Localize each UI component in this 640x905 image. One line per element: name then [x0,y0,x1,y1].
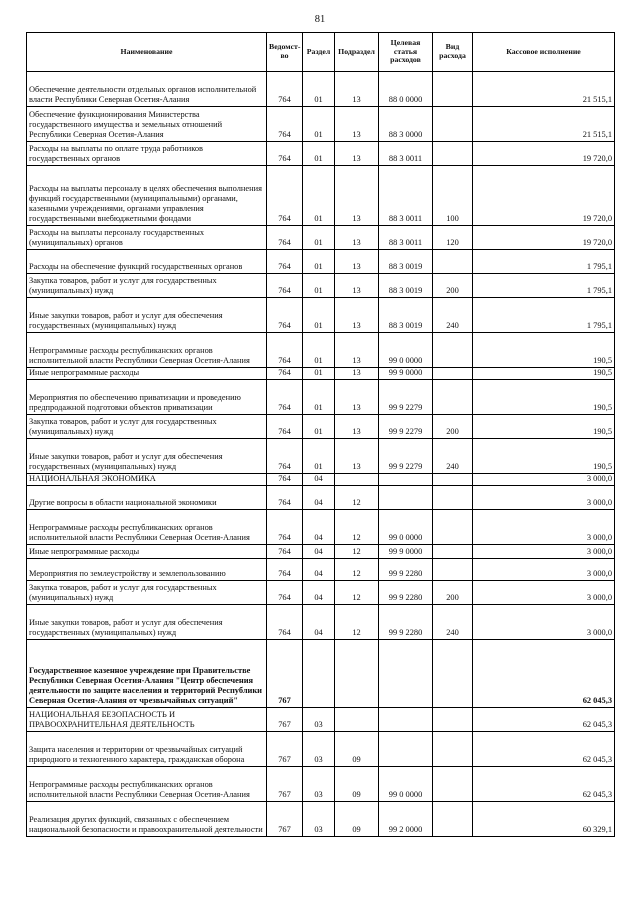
cell-dept: 764 [267,474,303,486]
cell-section: 01 [303,250,335,274]
cell-expense-type [433,732,473,767]
budget-table [26,32,615,837]
cell-expense-type: 240 [433,298,473,333]
cell-dept: 764 [267,226,303,250]
cell-target: 99 9 2279 [379,415,433,439]
cell-section: 03 [303,708,335,732]
cell-expense-type: 200 [433,415,473,439]
cell-subsection: 09 [335,732,379,767]
cell-name: Закупка товаров, работ и услуг для государственных (муниципальных) нужд [27,415,267,439]
cell-dept: 767 [267,802,303,837]
cell-section: 04 [303,559,335,581]
cell-name: Иные непрограммные расходы [27,368,267,380]
cell-name: Защита населения и территории от чрезвычайных ситуаций природного и техногенного характера, гражданская оборона [27,732,267,767]
table-row [27,107,615,142]
cell-section: 01 [303,333,335,368]
cell-subsection [335,708,379,732]
cell-subsection: 13 [335,142,379,166]
cell-amount: 62 045,3 [473,767,615,802]
table-row [27,474,615,486]
cell-dept: 764 [267,72,303,107]
table-row [27,380,615,415]
cell-expense-type [433,368,473,380]
header-subsection: Подраздел [335,33,379,72]
table-row [27,708,615,732]
cell-subsection: 12 [335,559,379,581]
cell-amount: 3 000,0 [473,581,615,605]
cell-section: 03 [303,802,335,837]
cell-amount: 3 000,0 [473,510,615,545]
cell-amount: 1 795,1 [473,298,615,333]
cell-name: Закупка товаров, работ и услуг для государственных (муниципальных) нужд [27,581,267,605]
cell-target: 99 2 0000 [379,802,433,837]
cell-section: 01 [303,226,335,250]
table-row [27,559,615,581]
cell-name: Мероприятия по обеспечению приватизации и проведению предпродажной подготовки объектов приватизации [27,380,267,415]
cell-amount: 19 720,0 [473,226,615,250]
cell-subsection: 13 [335,250,379,274]
cell-name: Другие вопросы в области национальной экономики [27,486,267,510]
cell-dept: 764 [267,439,303,474]
cell-amount: 1 795,1 [473,274,615,298]
cell-target: 88 3 0019 [379,298,433,333]
cell-subsection: 12 [335,510,379,545]
cell-target: 88 3 0011 [379,166,433,226]
cell-expense-type: 200 [433,274,473,298]
table-row [27,368,615,380]
cell-target: 88 3 0011 [379,226,433,250]
cell-dept: 767 [267,767,303,802]
cell-target: 99 9 0000 [379,545,433,559]
cell-name: Обеспечение функционирования Министерства государственного имущества и земельных отношений Республики Северная Осетия-Алания [27,107,267,142]
cell-name: Непрограммные расходы республиканских органов исполнительной власти Республики Северная Осетия-Алания [27,767,267,802]
cell-target [379,708,433,732]
cell-dept: 764 [267,559,303,581]
cell-section: 01 [303,274,335,298]
cell-amount: 190,5 [473,415,615,439]
cell-subsection: 13 [335,107,379,142]
header-dept: Ведомст-во [267,33,303,72]
cell-dept: 764 [267,486,303,510]
cell-name: Иные непрограммные расходы [27,545,267,559]
cell-subsection: 13 [335,166,379,226]
header-section: Раздел [303,33,335,72]
cell-amount: 3 000,0 [473,559,615,581]
cell-subsection: 13 [335,298,379,333]
cell-dept: 764 [267,250,303,274]
cell-dept: 764 [267,166,303,226]
cell-amount: 19 720,0 [473,142,615,166]
cell-subsection: 13 [335,226,379,250]
cell-subsection: 13 [335,439,379,474]
cell-amount: 190,5 [473,439,615,474]
cell-target [379,486,433,510]
table-row [27,142,615,166]
cell-subsection: 12 [335,605,379,640]
header-target: Целевая статья расходов [379,33,433,72]
cell-target: 99 9 0000 [379,368,433,380]
cell-section: 03 [303,767,335,802]
cell-expense-type: 100 [433,166,473,226]
table-row [27,767,615,802]
cell-expense-type: 240 [433,605,473,640]
cell-subsection [335,640,379,708]
table-row [27,250,615,274]
cell-section: 04 [303,510,335,545]
cell-subsection: 13 [335,72,379,107]
cell-amount: 3 000,0 [473,486,615,510]
cell-name: Иные закупки товаров, работ и услуг для обеспечения государственных (муниципальных) нужд [27,298,267,333]
cell-target [379,640,433,708]
cell-expense-type [433,107,473,142]
cell-subsection: 13 [335,380,379,415]
cell-amount: 3 000,0 [473,605,615,640]
cell-expense-type [433,802,473,837]
cell-expense-type [433,142,473,166]
cell-name: Реализация других функций, связанных с обеспечением национальной безопасности и правоохранительной деятельности [27,802,267,837]
cell-target: 88 3 0000 [379,107,433,142]
cell-dept: 764 [267,368,303,380]
cell-section: 01 [303,72,335,107]
table-row [27,166,615,226]
cell-target: 99 9 2280 [379,581,433,605]
cell-target: 99 9 2279 [379,380,433,415]
cell-amount: 21 515,1 [473,72,615,107]
cell-amount: 62 045,3 [473,732,615,767]
cell-expense-type: 200 [433,581,473,605]
cell-target: 88 3 0019 [379,274,433,298]
cell-name: НАЦИОНАЛЬНАЯ БЕЗОПАСНОСТЬ И ПРАВООХРАНИТЕЛЬНАЯ ДЕЯТЕЛЬНОСТЬ [27,708,267,732]
cell-expense-type [433,250,473,274]
cell-target: 99 0 0000 [379,767,433,802]
cell-dept: 764 [267,298,303,333]
cell-dept: 764 [267,142,303,166]
cell-amount: 3 000,0 [473,545,615,559]
cell-target: 99 0 0000 [379,333,433,368]
cell-target [379,474,433,486]
cell-subsection: 12 [335,581,379,605]
cell-section: 04 [303,486,335,510]
cell-amount: 62 045,3 [473,640,615,708]
cell-dept: 764 [267,333,303,368]
cell-dept: 767 [267,708,303,732]
cell-expense-type [433,486,473,510]
cell-target: 88 3 0019 [379,250,433,274]
header-name: Наименование [27,33,267,72]
cell-dept: 764 [267,415,303,439]
cell-amount: 1 795,1 [473,250,615,274]
cell-subsection: 12 [335,545,379,559]
cell-section: 01 [303,380,335,415]
table-row [27,333,615,368]
cell-section: 01 [303,439,335,474]
table-row [27,640,615,708]
cell-target: 99 0 0000 [379,510,433,545]
cell-section: 04 [303,545,335,559]
cell-name: Государственное казенное учреждение при Правительстве Республики Северная Осетия-Алания "Центр обеспечения деятельности по защите населения и территорий Республики Северная Осетия-Алания от чрезвычайных ситуаций" [27,640,267,708]
cell-dept: 764 [267,605,303,640]
table-body [27,72,615,837]
cell-amount: 21 515,1 [473,107,615,142]
cell-dept: 764 [267,545,303,559]
cell-expense-type [433,545,473,559]
cell-subsection: 13 [335,333,379,368]
cell-dept: 764 [267,274,303,298]
cell-section: 04 [303,605,335,640]
table-row [27,545,615,559]
cell-section: 01 [303,166,335,226]
cell-dept: 764 [267,581,303,605]
cell-amount: 62 045,3 [473,708,615,732]
table-row [27,732,615,767]
cell-expense-type [433,708,473,732]
cell-amount: 190,5 [473,380,615,415]
cell-expense-type [433,559,473,581]
cell-target: 99 9 2280 [379,559,433,581]
cell-section: 01 [303,142,335,166]
cell-expense-type [433,474,473,486]
cell-section: 03 [303,732,335,767]
cell-amount: 190,5 [473,333,615,368]
cell-expense-type [433,333,473,368]
cell-section: 01 [303,368,335,380]
table-row [27,274,615,298]
page-number: 81 [314,14,326,25]
cell-name: НАЦИОНАЛЬНАЯ ЭКОНОМИКА [27,474,267,486]
cell-subsection: 09 [335,767,379,802]
cell-expense-type [433,640,473,708]
cell-expense-type [433,510,473,545]
table-row [27,415,615,439]
cell-expense-type [433,767,473,802]
cell-subsection: 09 [335,802,379,837]
cell-dept: 764 [267,510,303,545]
cell-section: 04 [303,474,335,486]
table-header-row [27,33,615,72]
cell-expense-type [433,380,473,415]
cell-section: 01 [303,415,335,439]
cell-dept: 767 [267,640,303,708]
cell-dept: 764 [267,107,303,142]
cell-name: Иные закупки товаров, работ и услуг для обеспечения государственных (муниципальных) нужд [27,439,267,474]
cell-name: Иные закупки товаров, работ и услуг для обеспечения государственных (муниципальных) нужд [27,605,267,640]
cell-subsection: 13 [335,415,379,439]
cell-name: Мероприятия по землеустройству и землепользованию [27,559,267,581]
cell-subsection: 13 [335,368,379,380]
cell-target: 99 9 2279 [379,439,433,474]
cell-dept: 764 [267,380,303,415]
cell-subsection: 13 [335,274,379,298]
table-row [27,226,615,250]
cell-target: 88 0 0000 [379,72,433,107]
cell-name: Обеспечение деятельности отдельных органов исполнительной власти Республики Северная Осетия-Алания [27,72,267,107]
cell-amount: 19 720,0 [473,166,615,226]
cell-name: Непрограммные расходы республиканских органов исполнительной власти Республики Северная Осетия-Алания [27,333,267,368]
cell-name: Расходы на выплаты по оплате труда работников государственных органов [27,142,267,166]
cell-amount: 60 329,1 [473,802,615,837]
cell-target: 99 9 2280 [379,605,433,640]
cell-expense-type: 240 [433,439,473,474]
header-execution: Кассовое исполнение [473,33,615,72]
cell-name: Закупка товаров, работ и услуг для государственных (муниципальных) нужд [27,274,267,298]
cell-expense-type: 120 [433,226,473,250]
cell-subsection: 12 [335,486,379,510]
cell-section: 04 [303,581,335,605]
cell-subsection [335,474,379,486]
cell-target: 88 3 0011 [379,142,433,166]
cell-target [379,732,433,767]
header-expense-type: Вид расхода [433,33,473,72]
table-row [27,72,615,107]
cell-name: Расходы на обеспечение функций государственных органов [27,250,267,274]
table-row [27,605,615,640]
table-row [27,802,615,837]
table-row [27,486,615,510]
table-row [27,439,615,474]
cell-name: Непрограммные расходы республиканских органов исполнительной власти Республики Северная Осетия-Алания [27,510,267,545]
table-row [27,298,615,333]
table-row [27,581,615,605]
cell-amount: 190,5 [473,368,615,380]
cell-section: 01 [303,107,335,142]
cell-name: Расходы на выплаты персоналу в целях обеспечения выполнения функций государственными (муниципальными) органами, казенными учреждениями, органами управления государственными внебюджетными фондами [27,166,267,226]
cell-amount: 3 000,0 [473,474,615,486]
cell-section: 01 [303,298,335,333]
cell-expense-type [433,72,473,107]
cell-name: Расходы на выплаты персоналу государственных (муниципальных) органов [27,226,267,250]
cell-dept: 767 [267,732,303,767]
table-row [27,510,615,545]
cell-section [303,640,335,708]
